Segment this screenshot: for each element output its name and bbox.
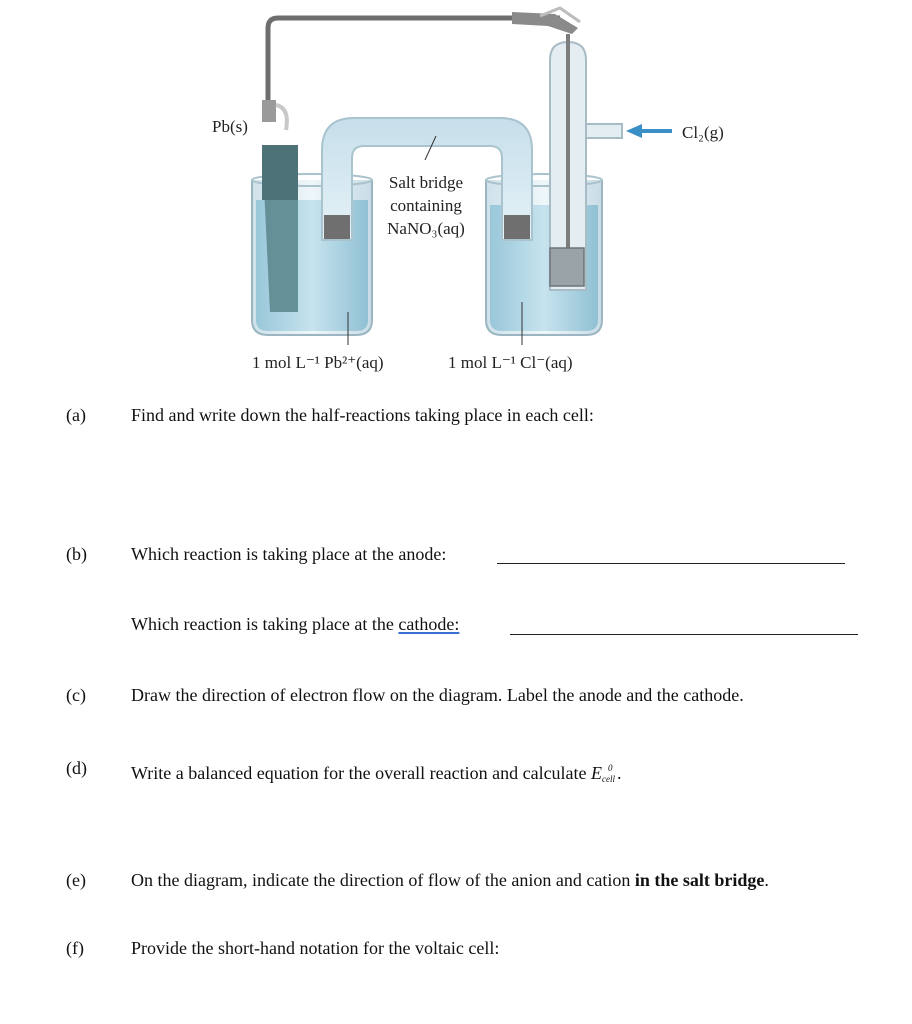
salt-bridge-label-line-1: Salt bridge bbox=[388, 173, 464, 192]
question-e-end: . bbox=[764, 870, 769, 890]
ecell-symbol bbox=[591, 763, 616, 784]
question-letter: (d) bbox=[66, 758, 87, 778]
external-wire bbox=[268, 18, 560, 105]
chlorine-gas-tube bbox=[550, 34, 622, 290]
question-letter: (f) bbox=[66, 938, 84, 958]
question-e-bold: in the salt bridge bbox=[634, 870, 765, 890]
right-clip-icon bbox=[512, 8, 580, 34]
question-e-body: On the diagram, indicate the direction of flow of the anion and cation bbox=[131, 870, 635, 890]
question-letter: (c) bbox=[66, 685, 86, 705]
ecell-subscript: cell bbox=[602, 774, 616, 784]
voltaic-cell-diagram bbox=[0, 0, 912, 390]
question-text: Which reaction is taking place at the anode: bbox=[131, 544, 447, 564]
lead-label: Pb(s) bbox=[212, 117, 248, 136]
question-text: Draw the direction of electron flow on the diagram. Label the anode and the cathode. bbox=[131, 685, 744, 705]
question-text bbox=[131, 757, 622, 790]
salt-bridge-label-line-2: containing bbox=[390, 196, 462, 215]
question-letter: (e) bbox=[66, 870, 86, 890]
left-clip-icon bbox=[262, 100, 287, 130]
ecell-letter: E bbox=[591, 763, 603, 783]
question-text bbox=[131, 613, 459, 635]
ecell-superscript: 0 bbox=[608, 763, 613, 773]
salt-bridge-label-line-3: NaNO₃(aq) bbox=[387, 219, 465, 238]
question-d-end: . bbox=[612, 763, 622, 783]
cathode-prefix: Which reaction is taking place at the bbox=[131, 614, 399, 634]
chlorine-label: Cl₂(g) bbox=[682, 123, 724, 142]
arrow-left-icon bbox=[626, 124, 672, 138]
question-text bbox=[131, 869, 769, 891]
question-letter: (b) bbox=[66, 544, 87, 564]
question-d-body: Write a balanced equation for the overall reaction and calculate bbox=[131, 763, 592, 783]
cathode-word: cathode: bbox=[398, 614, 460, 634]
question-letter: (a) bbox=[66, 405, 86, 425]
right-solution-label: 1 mol L⁻¹ Cl⁻(aq) bbox=[448, 353, 573, 372]
question-text: Provide the short-hand notation for the voltaic cell: bbox=[131, 938, 500, 958]
question-text: Find and write down the half-reactions taking place in each cell: bbox=[131, 405, 594, 425]
anode-answer-line[interactable] bbox=[497, 563, 845, 564]
cathode-answer-line[interactable] bbox=[510, 634, 858, 635]
left-solution-label: 1 mol L⁻¹ Pb²⁺(aq) bbox=[252, 353, 384, 372]
